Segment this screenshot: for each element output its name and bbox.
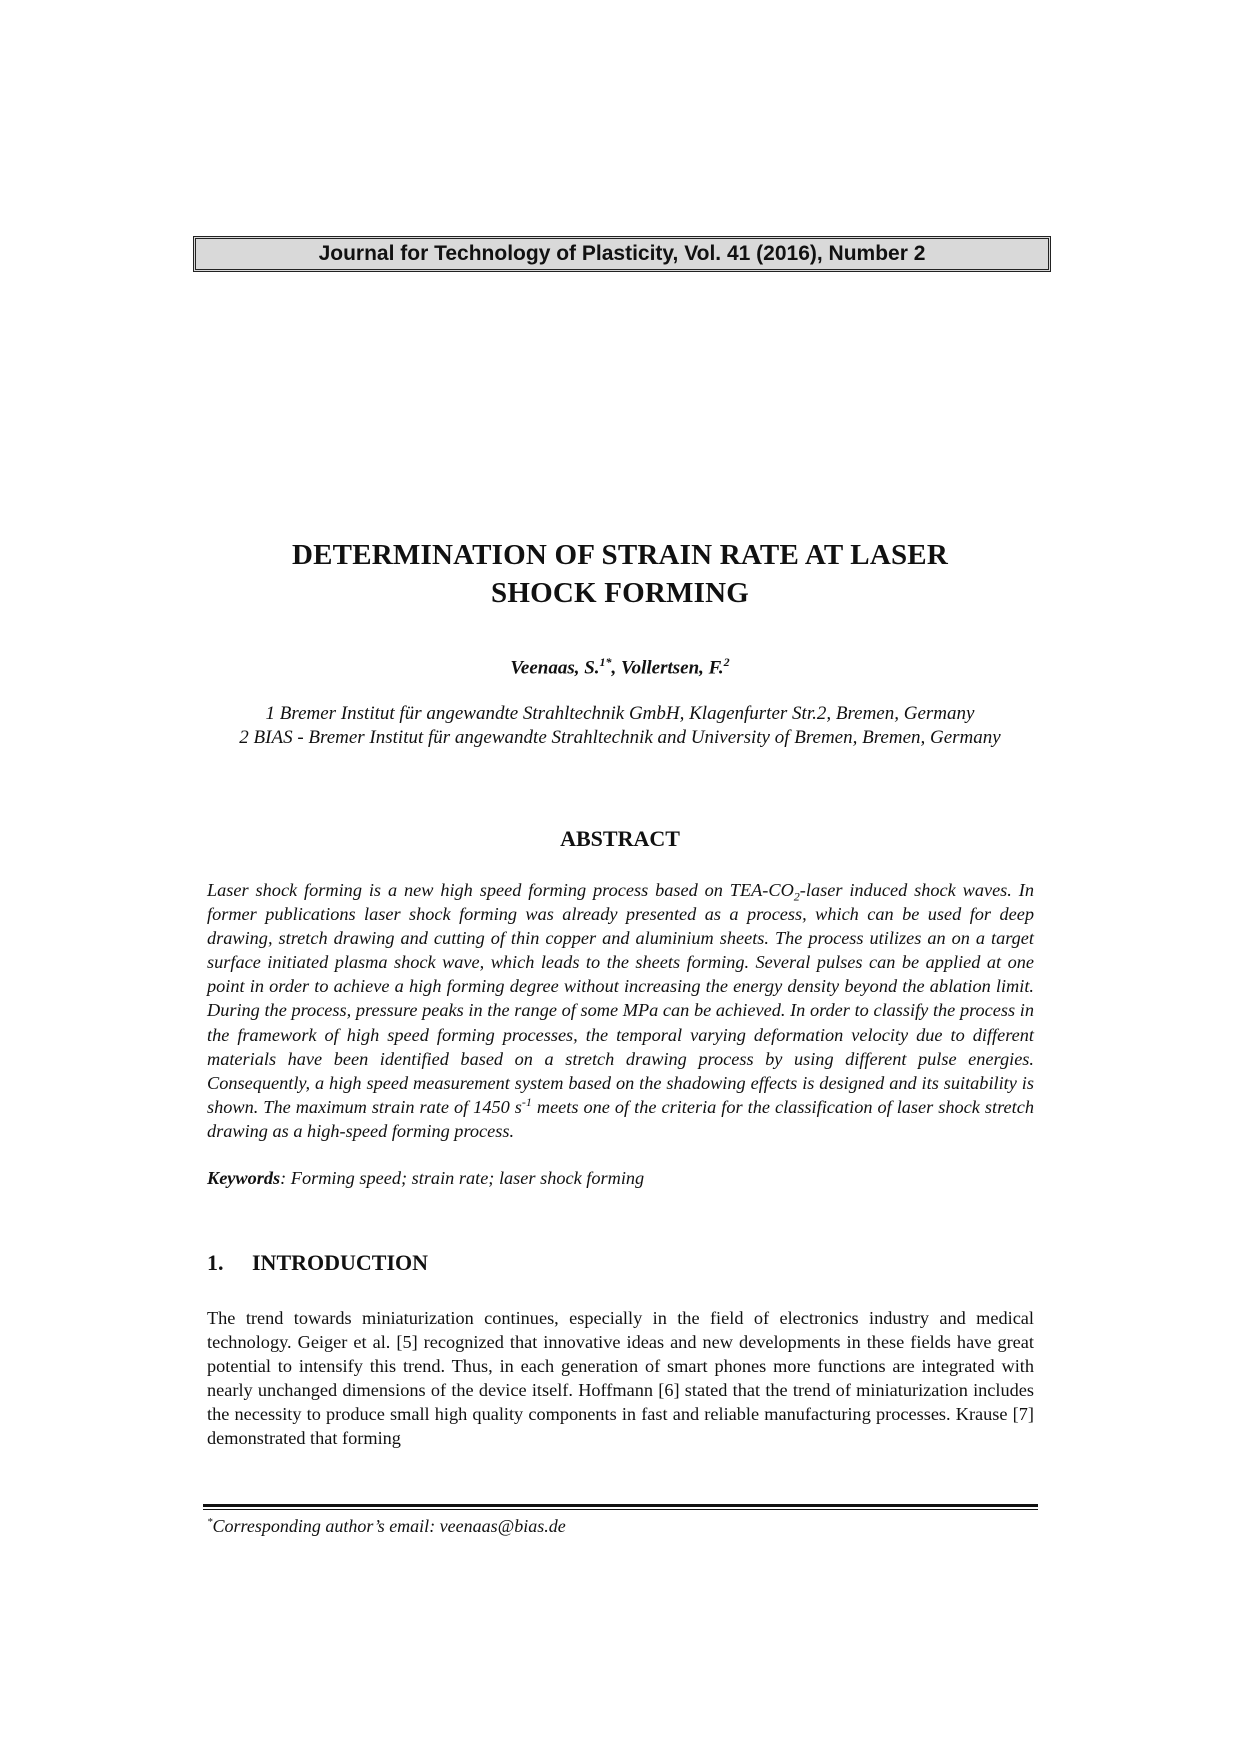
abstract-text-3: meets one of the criteria for the classification of laser shock stretch drawing as a high-speed forming process.: [207, 1096, 1034, 1141]
abstract-text-1: Laser shock forming is a new high speed forming process based on TEA-CO: [207, 880, 794, 900]
author-2: Vollertsen, F.: [621, 657, 724, 679]
affiliation-2: 2 BIAS - Bremer Institut für angewandte Strahltechnik and University of Bremen, Bremen, Germany: [239, 727, 1001, 748]
footnote-divider: [203, 1504, 1038, 1510]
affiliations: [200, 702, 1040, 750]
keywords: [207, 1166, 1034, 1190]
author-1: Veenaas, S.: [510, 657, 600, 679]
footnote: [207, 1516, 566, 1537]
abstract-text-2: -laser induced shock waves. In former publications laser shock forming was already presented as a process, which can be used for deep drawing, stretch drawing and cutting of thin copper and aluminium sheets. The process utilizes an on a target surface initiated plasma shock wave, which leads to the sheets forming. Several pulses can be applied at one point in order to achieve a high forming degree without increasing the energy density beyond the ablation limit. During the process, pressure peaks in the range of some MPa can be achieved. In order to classify the process in the framework of high speed forming processes, the temporal varying deformation velocity due to different materials have been identified based on a stretch drawing process by using different pulse energies. Consequently, a high speed measurement system based on the shadowing effects is designed and its suitability is shown. The maximum strain rate of 1450 s: [207, 880, 1034, 1117]
paper-title: [160, 536, 1080, 612]
title-line-1: DETERMINATION OF STRAIN RATE AT LASER: [292, 539, 948, 571]
author-separator: ,: [611, 657, 622, 679]
author-1-affiliation-mark: 1*: [599, 655, 612, 669]
footnote-marker: *: [207, 1516, 213, 1528]
title-line-2: SHOCK FORMING: [491, 577, 749, 609]
abstract-subscript: 2: [793, 889, 800, 904]
keywords-label: Keywords: [207, 1168, 281, 1188]
footnote-email: : veenaas@bias.de: [429, 1516, 566, 1536]
abstract-heading: ABSTRACT: [560, 826, 680, 851]
section-title: INTRODUCTION: [252, 1250, 429, 1275]
journal-header: Journal for Technology of Plasticity, Vol. 41 (2016), Number 2: [193, 236, 1051, 272]
section-heading-introduction: [207, 1250, 428, 1276]
abstract-body: [207, 878, 1034, 1143]
affiliation-1: 1 Bremer Institut für angewandte Strahltechnik GmbH, Klagenfurter Str.2, Bremen, Germany: [265, 703, 975, 724]
section-number: 1.: [207, 1250, 224, 1275]
abstract-superscript: -1: [521, 1094, 532, 1109]
author-2-affiliation-mark: 2: [723, 655, 730, 669]
introduction-paragraph: The trend towards miniaturization continues, especially in the field of electronics industry and medical technology. Geiger et al. [5] recognized that innovative ideas and new developments in these fields have great potential to intensify this trend. Thus, in each generation of smart phones more functions are integrated with nearly unchanged dimensions of the device itself. Hoffmann [6] stated that the trend of miniaturization includes the necessity to produce small high quality components in fast and reliable manufacturing processes. Krause [7] demonstrated that forming: [207, 1308, 1034, 1449]
author-list: [160, 655, 1080, 679]
footnote-label: Corresponding author’s email: [212, 1516, 430, 1536]
keywords-text: : Forming speed; strain rate; laser shock forming: [280, 1168, 645, 1188]
